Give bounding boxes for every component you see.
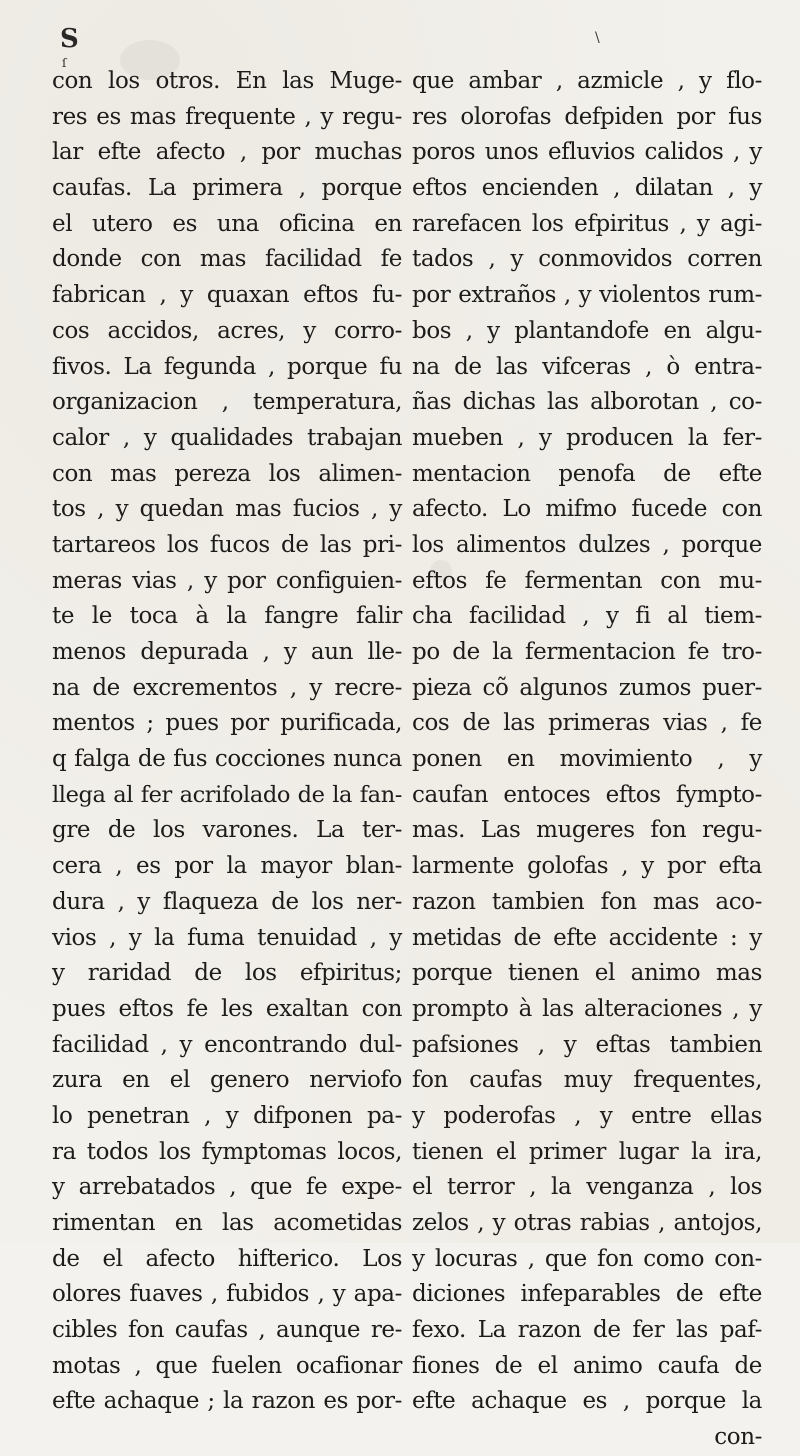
text-line: ñas dichas las alborotan , co- [412,389,762,416]
text-line: eftos fe fermentan con mu- [412,567,762,594]
tick-mark: ſ [62,56,67,70]
text-line: fon caufas muy frequentes, [412,1067,762,1094]
text-line: organizacion , temperatura, [52,389,402,416]
text-line: pieza cõ algunos zumos puer- [412,674,762,701]
text-line: mentos ; pues por purificada, [52,710,402,737]
text-line: de el afecto hifterico. Los [52,1245,402,1272]
text-line: calor , y qualidades trabajan [52,424,402,451]
text-line: rimentan en las acometidas [52,1210,402,1236]
text-line: efte achaque ; la razon es por- [52,1388,402,1415]
text-line: fabrican , y quaxan eftos fu- [52,282,402,309]
text-line: cos de las primeras vias , fe [412,710,762,737]
text-line: lar efte afecto , por muchas [52,139,402,166]
text-line: razon tambien fon mas aco- [412,888,762,915]
text-line: diciones infeparables de efte [412,1281,762,1308]
text-line: motas , que fuelen ocafionar [52,1352,402,1379]
text-line: y arrebatados , que fe expe- [52,1174,402,1201]
text-line: cibles fon caufas , aunque re- [52,1317,402,1344]
text-line: con mas pereza los alimen- [52,460,402,487]
left-text-column [52,64,402,1420]
text-line: q falga de fus cocciones nunca [52,746,402,773]
text-line: olores fuaves , fubidos , y apa- [52,1281,402,1308]
text-line: res es mas frequente , y regu- [52,103,402,130]
text-line: rarefacen los efpiritus , y agi- [412,210,762,237]
text-line: tos , y quedan mas fucios , y [52,496,402,523]
text-line: llega al fer acrifolado de la fan- [52,781,402,808]
text-line: el utero es una oficina en [52,210,402,237]
text-line: mentacion penofa de efte [412,460,762,487]
text-line: mueben , y producen la fer- [412,424,762,451]
text-line: gre de los varones. La ter- [52,817,402,844]
text-line: donde con mas facilidad fe [52,246,402,273]
text-line: cera , es por la mayor blan- [52,853,402,880]
text-line: poros unos efluvios calidos , y [412,139,762,166]
text-line: menos depurada , y aun lle- [52,639,402,665]
text-line: ponen en movimiento , y [412,746,762,773]
text-line: caufas. La primera , porque [52,175,402,202]
text-line: por extraños , y violentos rum- [412,282,762,309]
text-line: con los otros. En las Muge- [52,68,402,94]
text-line: lo penetran , y difponen pa- [52,1102,402,1129]
text-line: que ambar , azmicle , y flo- [412,68,762,94]
text-line: afecto. Lo mifmo fucede con [412,496,762,523]
text-line: pafsiones , y eftas tambien [412,1031,762,1058]
text-line: fivos. La fegunda , porque fu [52,353,402,380]
text-line: y raridad de los efpiritus; [52,960,402,987]
text-line: zura en el genero nerviofo [52,1067,402,1094]
text-line: dura , y flaqueza de los ner- [52,888,402,915]
text-line: tartareos los fucos de las pri- [52,531,402,558]
text-line: mas. Las mugeres fon regu- [412,817,762,844]
text-line: tados , y conmovidos corren [412,246,762,273]
text-line: efte achaque es , porque la [412,1388,762,1415]
text-line: cha facilidad , y fi al tiem- [412,603,762,630]
text-line: te le toca à la fangre falir [52,603,402,630]
text-line: el terror , la venganza , los [412,1174,762,1201]
text-line: fexo. La razon de fer las paf- [412,1317,762,1344]
text-line: larmente golofas , y por efta [412,853,762,880]
text-line: po de la fermentacion fe tro- [412,639,762,665]
text-line: na de las vifceras , ò entra- [412,353,762,380]
text-line: y poderofas , y entre ellas [412,1102,762,1129]
text-line: eftos encienden , dilatan , y [412,175,762,202]
text-line: meras vias , y por configuien- [52,567,402,594]
header-mark-right: \ [595,30,600,46]
text-line: zelos , y otras rabias , antojos, [412,1210,762,1236]
text-line: metidas de efte accidente : y [412,924,762,951]
text-line: y locuras , que fon como con- [412,1245,762,1272]
text-line: fiones de el animo caufa de [412,1352,762,1379]
text-line: ra todos los fymptomas locos, [52,1138,402,1165]
signature-mark: S [60,24,79,54]
text-line: na de excrementos , y recre- [52,674,402,701]
text-line: vios , y la fuma tenuidad , y [52,924,402,951]
text-line: cos accidos, acres, y corro- [52,317,402,344]
text-line: tienen el primer lugar la ira, [412,1138,762,1165]
right-text-column [412,64,762,1456]
text-line: los alimentos dulzes , porque [412,531,762,558]
text-line: bos , y plantandofe en algu- [412,317,762,344]
text-line: porque tienen el animo mas [412,960,762,987]
text-line: facilidad , y encontrando dul- [52,1031,402,1058]
text-line: caufan entoces eftos fympto- [412,781,762,808]
text-line: res olorofas defpiden por fus [412,103,762,130]
text-line: prompto à las alteraciones , y [412,995,762,1022]
text-line: pues eftos fe les exaltan con [52,995,402,1022]
header-mark-left [60,22,79,70]
catchword: con- [714,1424,762,1451]
